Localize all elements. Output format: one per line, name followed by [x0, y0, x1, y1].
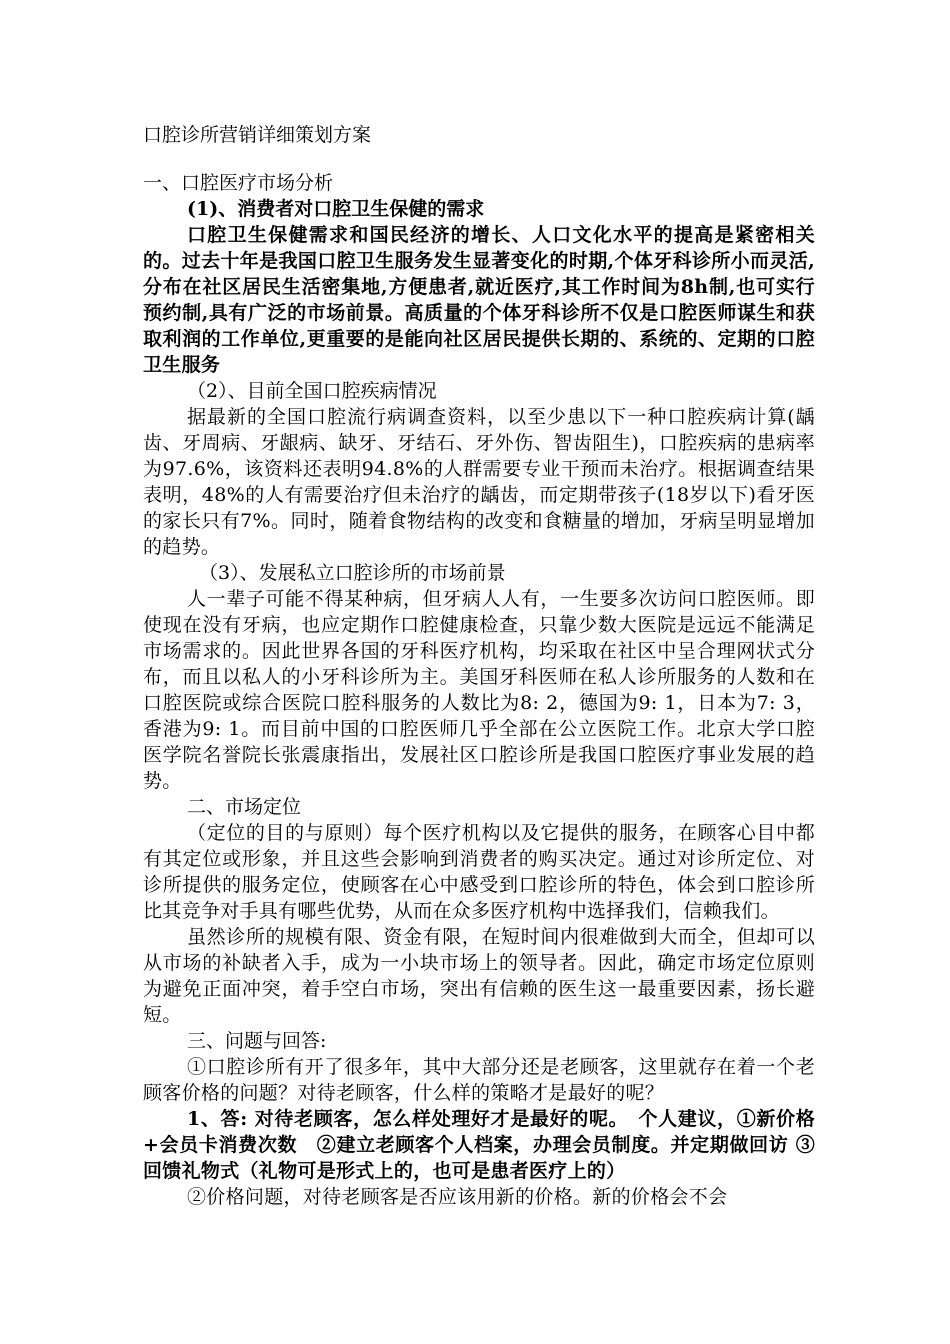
subheading-market-prospect: （3）、发展私立口腔诊所的市场前景 — [199, 562, 506, 584]
paragraph-answer-1: 1、答: 对待老顾客，怎么样处理好才是最好的呢。 个人建议，①新价格+会员卡消费次数 ②建立老顾客个人档案，办理会员制度。并定期做回访 ③回馈礼物式（礼物可是形式上的，也可是患者医疗上的） — [143, 1108, 815, 1182]
paragraph-market-prospect: 人一辈子可能不得某种病，但牙病人人有，一生要多次访问口腔医师。即使现在没有牙病，也应定期作口腔健康检查，只靠少数大医院是远远不能满足市场需求的。因此世界各国的牙科医疗机构，均采取在社区中呈合理网状式分布，而且以私人的小牙科诊所为主。美国牙科医师在私人诊所服务的人数和在口腔医院或综合医院口腔科服务的人数比为8: 2，德国为9: 1，日本为7: 3，香港为9: 1。而目前中国的口腔医师几乎全部在公立医院工作。北京大学口腔医学院名誉院长张震康指出，发展社区口腔诊所是我国口腔医疗事业发展的趋势。 — [143, 588, 815, 792]
section-heading-qa: 三、问题与回答: — [187, 1030, 327, 1052]
paragraph-positioning-purpose: （定位的目的与原则）每个医疗机构以及它提供的服务，在顾客心目中都有其定位或形象，并且这些会影响到消费者的购买决定。通过对诊所定位、对诊所提供的服务定位，使顾客在心中感受到口腔诊所的特色，体会到口腔诊所比其竞争对手具有哪些优势，从而在众多医疗机构中选择我们，信赖我们。 — [143, 822, 815, 922]
document-title: 口腔诊所营销详细策划方案 — [143, 124, 372, 146]
paragraph-positioning-principle: 虽然诊所的规模有限、资金有限，在短时间内很难做到大而全，但却可以从市场的补缺者入手，成为一小块市场上的领导者。因此，确定市场定位原则为避免正面冲突，着手空白市场，突出有信赖的医生这一最重要因素，扬长避短。 — [143, 926, 815, 1026]
section-heading-market-positioning: 二、市场定位 — [187, 796, 302, 818]
paragraph-question-1: ①口腔诊所有开了很多年，其中大部分还是老顾客，这里就存在着一个老顾客价格的问题？对待老顾客，什么样的策略才是最好的呢？ — [143, 1056, 815, 1104]
paragraph-consumer-demand: 口腔卫生保健需求和国民经济的增长、人口文化水平的提高是紧密相关的。过去十年是我国口腔卫生服务发生显著变化的时期,个体牙科诊所小而灵活,分布在社区居民生活密集地,方便患者,就近医疗,其工作时间为8h制,也可实行预约制,具有广泛的市场前景。高质量的个体牙科诊所不仅是口腔医师谋生和获取利润的工作单位,更重要的是能向社区居民提供长期的、系统的、定期的口腔卫生服务 — [143, 224, 815, 376]
paragraph-question-2: ②价格问题，对待老顾客是否应该用新的价格。新的价格会不会 — [187, 1186, 728, 1208]
subheading-consumer-demand: (1)、消费者对口腔卫生保健的需求 — [187, 198, 485, 220]
paragraph-disease-status: 据最新的全国口腔流行病调查资料，以至少患以下一种口腔疾病计算(龋齿、牙周病、牙龈病、缺牙、牙结石、牙外伤、智齿阻生)，口腔疾病的患病率为97.6%，该资料还表明94.8%的人群需要专业干预而未治疗。根据调查结果表明，48%的人有需要治疗但未治疗的龋齿，而定期带孩子(18岁以下)看牙医的家长只有7%。同时，随着食物结构的改变和食糖量的增加，牙病呈明显增加的趋势。 — [143, 406, 815, 558]
document-page — [143, 122, 815, 1210]
subheading-disease-status: （2）、目前全国口腔疾病情况 — [187, 380, 437, 402]
section-heading-market-analysis: 一、口腔医疗市场分析 — [143, 172, 334, 194]
